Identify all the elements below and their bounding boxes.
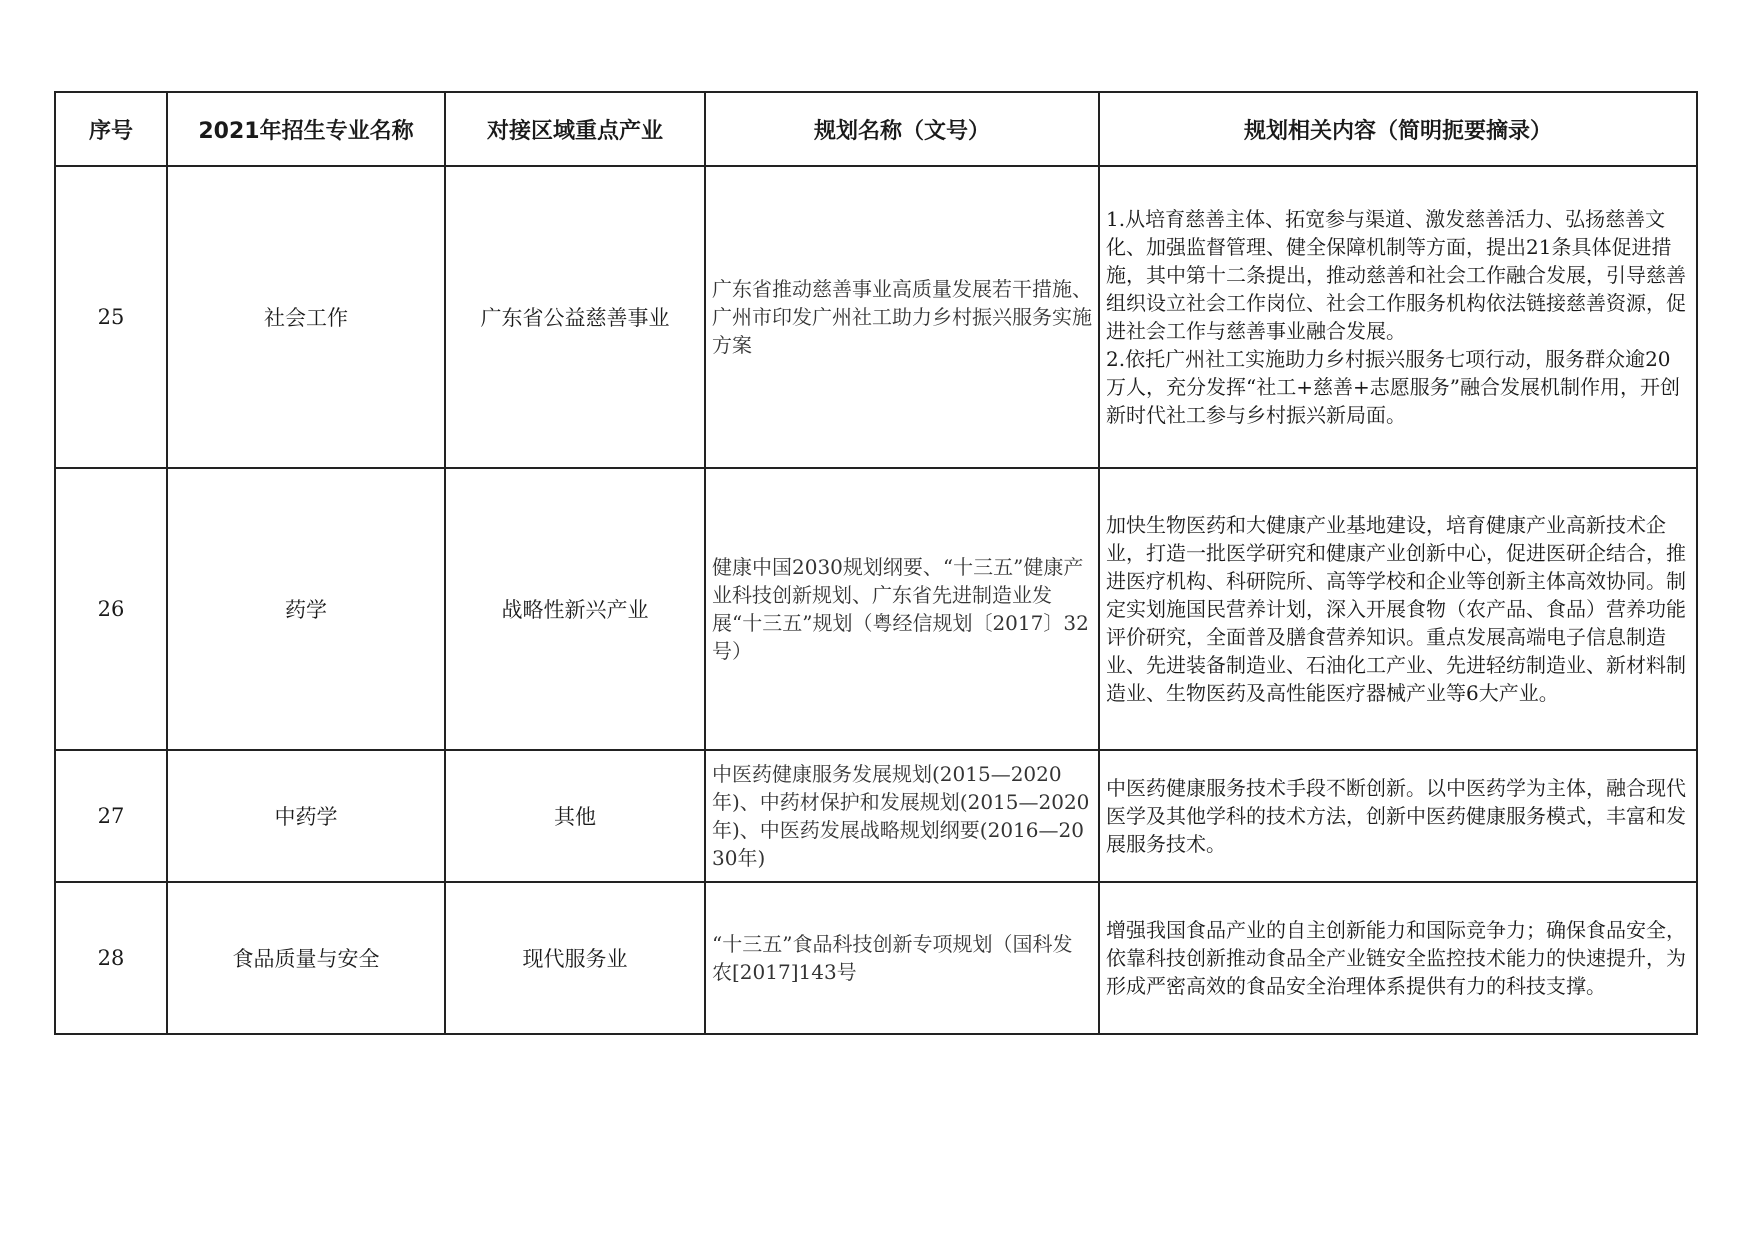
cell-plan-name: 广东省推动慈善事业高质量发展若干措施、广州市印发广州社工助力乡村振兴服务实施方案 (705, 166, 1099, 468)
content-paragraph: 中医药健康服务技术手段不断创新。以中医药学为主体，融合现代医学及其他学科的技术方法，创新中医药健康服务模式，丰富和发展服务技术。 (1106, 776, 1686, 856)
cell-regional-industry: 战略性新兴产业 (445, 468, 705, 750)
cell-plan-content (1099, 166, 1697, 468)
cell-major-name: 社会工作 (167, 166, 445, 468)
content-paragraph: 加快生物医药和大健康产业基地建设，培育健康产业高新技术企业，打造一批医学研究和健康产业创新中心，促进医研企结合，推进医疗机构、科研院所、高等学校和企业等创新主体高效协同。制定实划施国民营养计划，深入开展食物（农产品、食品）营养功能评价研究，全面普及膳食营养知识。重点发展高端电子信息制造业、先进装备制造业、石油化工产业、先进轻纺制造业、新材料制造业、生物医药及高性能医疗器械产业等6大产业。 (1106, 513, 1686, 705)
content-paragraph: 增强我国食品产业的自主创新能力和国际竞争力；确保食品安全，依靠科技创新推动食品全产业链安全监控技术能力的快速提升，为形成严密高效的食品安全治理体系提供有力的科技支撑。 (1106, 918, 1686, 998)
header-plan-name: 规划名称（文号） (705, 92, 1099, 166)
cell-regional-industry: 广东省公益慈善事业 (445, 166, 705, 468)
cell-plan-name: “十三五”食品科技创新专项规划（国科发农[2017]143号 (705, 882, 1099, 1034)
cell-plan-content (1099, 750, 1697, 882)
planning-table-container (54, 91, 1696, 1035)
cell-plan-name: 健康中国2030规划纲要、“十三五”健康产业科技创新规划、广东省先进制造业发展“十三五”规划（粤经信规划〔2017〕32号） (705, 468, 1099, 750)
header-row (55, 92, 1697, 166)
table-row (55, 468, 1697, 750)
cell-major-name: 中药学 (167, 750, 445, 882)
header-serial-number: 序号 (55, 92, 167, 166)
content-paragraph: 1.从培育慈善主体、拓宽参与渠道、激发慈善活力、弘扬慈善文化、加强监督管理、健全保障机制等方面，提出21条具体促进措施，其中第十二条提出，推动慈善和社会工作融合发展，引导慈善组织设立社会工作岗位、社会工作服务机构依法链接慈善资源，促进社会工作与慈善事业融合发展。 (1106, 207, 1686, 343)
cell-serial-number: 26 (55, 468, 167, 750)
cell-serial-number: 25 (55, 166, 167, 468)
header-regional-industry: 对接区域重点产业 (445, 92, 705, 166)
planning-table (54, 91, 1698, 1035)
cell-regional-industry: 现代服务业 (445, 882, 705, 1034)
table-row (55, 750, 1697, 882)
table-header (55, 92, 1697, 166)
cell-major-name: 食品质量与安全 (167, 882, 445, 1034)
cell-regional-industry: 其他 (445, 750, 705, 882)
cell-plan-content (1099, 882, 1697, 1034)
table-body (55, 166, 1697, 1034)
cell-serial-number: 28 (55, 882, 167, 1034)
table-row (55, 882, 1697, 1034)
cell-plan-name: 中医药健康服务发展规划(2015—2020年)、中药材保护和发展规划(2015—2020年)、中医药发展战略规划纲要(2016—2030年) (705, 750, 1099, 882)
cell-plan-content (1099, 468, 1697, 750)
content-paragraph: 2.依托广州社工实施助力乡村振兴服务七项行动，服务群众逾20万人，充分发挥“社工+慈善+志愿服务”融合发展机制作用，开创新时代社工参与乡村振兴新局面。 (1106, 347, 1680, 427)
cell-major-name: 药学 (167, 468, 445, 750)
cell-serial-number: 27 (55, 750, 167, 882)
table-row (55, 166, 1697, 468)
header-major-name: 2021年招生专业名称 (167, 92, 445, 166)
header-plan-content: 规划相关内容（简明扼要摘录） (1099, 92, 1697, 166)
